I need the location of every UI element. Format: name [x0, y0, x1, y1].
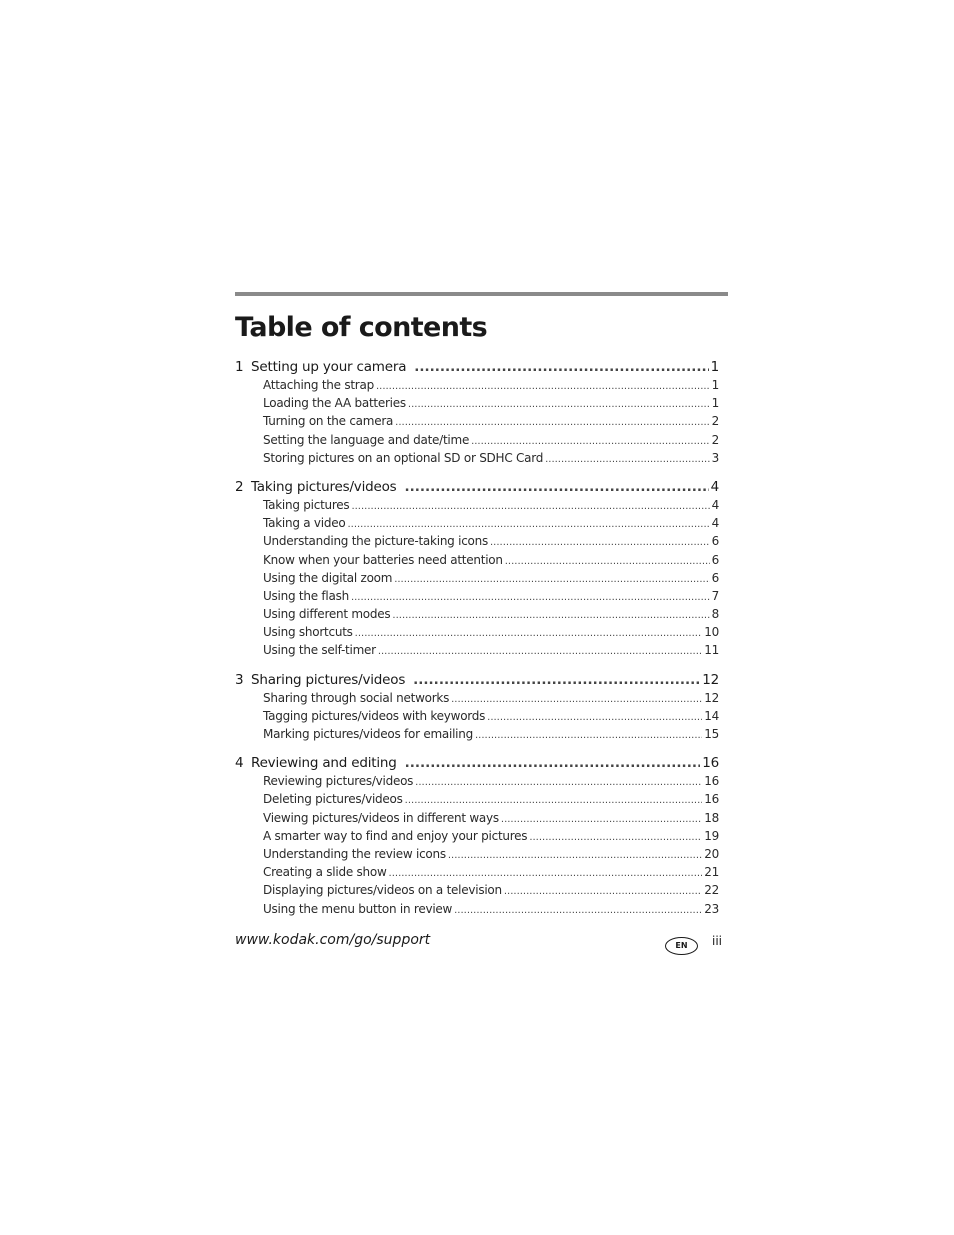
section-title: Using the self-timer	[263, 643, 376, 658]
section-page-number: 12	[704, 690, 719, 705]
toc-section-entry[interactable]	[235, 433, 719, 451]
chapter-number: 1	[235, 359, 244, 375]
section-page-number: 21	[704, 865, 719, 880]
dot-leader	[504, 886, 702, 897]
chapter-page-number: 12	[702, 671, 719, 688]
toc-section-entry[interactable]	[235, 534, 719, 552]
section-title: Sharing through social networks	[263, 690, 450, 705]
section-page-number: 16	[704, 792, 719, 807]
toc-chapter	[235, 359, 719, 469]
section-page-number: 2	[711, 432, 719, 447]
toc-section-entry[interactable]	[235, 811, 719, 829]
section-page-number: 15	[704, 727, 719, 741]
section-title: Using different modes	[263, 607, 391, 622]
toc-section-entry[interactable]	[235, 625, 719, 643]
section-title: Using the menu button in review	[263, 901, 453, 916]
section-page-number: 16	[704, 774, 719, 789]
chapter-title: Setting up your camera	[251, 359, 407, 375]
table-of-contents	[235, 359, 719, 930]
section-page-number: 4	[711, 516, 719, 531]
page-title: Table of contents	[235, 312, 488, 343]
toc-chapter	[235, 672, 719, 746]
dot-leader	[351, 501, 709, 512]
toc-section-entry[interactable]	[235, 396, 719, 414]
dot-leader	[405, 479, 709, 495]
dot-leader	[394, 574, 709, 585]
language-badge: EN	[665, 937, 698, 955]
toc-section-entry[interactable]	[235, 883, 719, 901]
chapter-title: Taking pictures/videos	[251, 478, 397, 495]
toc-section-entry[interactable]	[235, 607, 719, 625]
section-page-number: 11	[704, 643, 719, 658]
section-page-number: 14	[704, 708, 719, 723]
section-page-number: 10	[704, 625, 719, 640]
dot-leader	[351, 592, 710, 603]
section-page-number: 1	[711, 396, 719, 411]
section-title: Deleting pictures/videos	[263, 792, 403, 807]
section-title: Know when your batteries need attention	[263, 552, 503, 567]
chapter-number: 3	[235, 671, 244, 688]
dot-leader	[347, 519, 709, 530]
toc-chapter-entry[interactable]	[235, 479, 719, 498]
toc-section-entry[interactable]	[235, 847, 719, 865]
toc-section-entry[interactable]	[235, 378, 719, 396]
dot-leader	[501, 814, 702, 825]
section-page-number: 8	[711, 607, 719, 622]
section-title: Taking a video	[263, 516, 346, 531]
dot-leader	[414, 359, 708, 375]
chapter-page-number: 4	[710, 478, 719, 495]
section-page-number: 4	[711, 497, 719, 512]
dot-leader	[490, 537, 710, 548]
section-page-number: 6	[711, 552, 719, 567]
section-title: A smarter way to find and enjoy your pictures	[263, 828, 528, 843]
section-page-number: 23	[704, 901, 719, 916]
section-title: Attaching the strap	[263, 378, 374, 392]
toc-section-entry[interactable]	[235, 691, 719, 709]
section-title: Loading the AA batteries	[263, 396, 406, 411]
toc-section-entry[interactable]	[235, 709, 719, 727]
section-page-number: 19	[704, 828, 719, 843]
toc-section-entry[interactable]	[235, 553, 719, 571]
page-number: iii	[712, 934, 723, 948]
toc-section-entry[interactable]	[235, 643, 719, 661]
section-page-number: 20	[704, 846, 719, 861]
section-title: Reviewing pictures/videos	[263, 774, 414, 789]
dot-leader	[378, 646, 702, 657]
chapter-page-number: 1	[710, 359, 719, 375]
section-title: Using the flash	[263, 588, 349, 603]
section-title: Viewing pictures/videos in different ways	[263, 810, 499, 825]
dot-leader	[471, 436, 710, 447]
chapter-page-number: 16	[702, 755, 719, 772]
header-rule	[235, 292, 728, 296]
toc-chapter-entry[interactable]	[235, 359, 719, 378]
dot-leader	[454, 905, 702, 916]
toc-chapter	[235, 479, 719, 662]
section-page-number: 6	[711, 570, 719, 585]
section-title: Understanding the picture-taking icons	[263, 534, 488, 549]
dot-leader	[413, 672, 700, 688]
section-title: Understanding the review icons	[263, 846, 446, 861]
dot-leader	[487, 712, 702, 723]
chapter-title: Sharing pictures/videos	[251, 671, 406, 688]
chapter-number: 4	[235, 755, 244, 772]
support-url[interactable]: www.kodak.com/go/support	[235, 932, 431, 948]
section-title: Storing pictures on an optional SD or SDHC Card	[263, 450, 544, 465]
section-title: Taking pictures	[263, 497, 350, 512]
section-page-number: 22	[704, 883, 719, 898]
section-page-number: 1	[711, 378, 719, 392]
dot-leader	[405, 795, 703, 806]
chapter-title: Reviewing and editing	[251, 755, 397, 772]
dot-leader	[505, 556, 710, 567]
section-title: Using shortcuts	[263, 625, 353, 640]
toc-chapter-entry[interactable]	[235, 755, 719, 774]
dot-leader	[395, 417, 709, 428]
section-page-number: 6	[711, 534, 719, 549]
section-title: Setting the language and date/time	[263, 432, 470, 447]
toc-section-entry[interactable]	[235, 792, 719, 810]
dot-leader	[545, 454, 710, 465]
toc-chapter	[235, 755, 719, 920]
section-title: Marking pictures/videos for emailing	[263, 727, 473, 741]
toc-section-entry[interactable]	[235, 498, 719, 516]
chapter-number: 2	[235, 478, 244, 495]
toc-section-entry[interactable]	[235, 516, 719, 534]
section-title: Displaying pictures/videos on a television	[263, 883, 502, 898]
toc-section-entry[interactable]	[235, 589, 719, 607]
section-page-number: 2	[711, 414, 719, 429]
section-title: Using the digital zoom	[263, 570, 393, 585]
dot-leader	[529, 832, 702, 843]
section-title: Tagging pictures/videos with keywords	[263, 708, 486, 723]
section-title: Turning on the camera	[263, 414, 394, 429]
dot-leader	[448, 850, 702, 861]
dot-leader	[389, 868, 703, 879]
section-page-number: 3	[711, 450, 719, 465]
dot-leader	[376, 381, 710, 392]
dot-leader	[475, 730, 702, 741]
dot-leader	[405, 755, 701, 771]
toc-chapter-entry[interactable]	[235, 672, 719, 691]
toc-section-entry[interactable]	[235, 902, 719, 920]
toc-section-entry[interactable]	[235, 571, 719, 589]
toc-section-entry[interactable]	[235, 829, 719, 847]
toc-section-entry[interactable]	[235, 451, 719, 469]
dot-leader	[355, 628, 703, 639]
toc-section-entry[interactable]	[235, 727, 719, 745]
toc-section-entry[interactable]	[235, 774, 719, 792]
section-page-number: 7	[711, 588, 719, 603]
dot-leader	[451, 694, 702, 705]
dot-leader	[415, 777, 702, 788]
section-title: Creating a slide show	[263, 865, 387, 880]
toc-section-entry[interactable]	[235, 414, 719, 432]
dot-leader	[408, 399, 710, 410]
toc-section-entry[interactable]	[235, 865, 719, 883]
section-page-number: 18	[704, 810, 719, 825]
dot-leader	[392, 610, 709, 621]
